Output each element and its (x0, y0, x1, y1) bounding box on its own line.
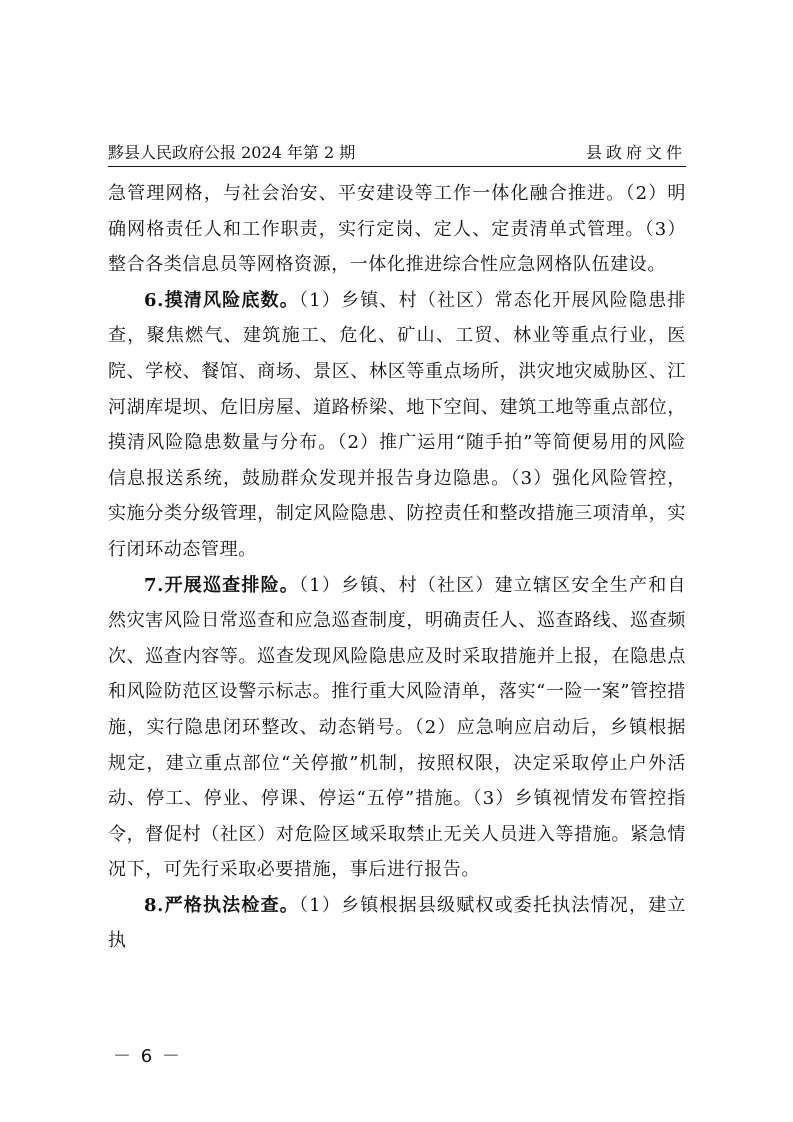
running-header (108, 140, 686, 164)
header-publication-title: 黟县人民政府公报 2024 年第 2 期 (108, 143, 356, 162)
paragraph-continuation (108, 176, 686, 283)
page-number: － 6 － (113, 1046, 182, 1067)
paragraph-item-6 (108, 283, 686, 568)
document-body (108, 176, 686, 959)
paragraph-item-7 (108, 568, 686, 888)
paragraph-text: （1）乡镇、村（社区）建立辖区安全生产和自然灾害风险日常巡查和应急巡查制度，明确责任人、巡查路线、巡查频次、巡查内容等。巡查发现风险隐患应及时采取措施并上报，在隐患点和风险防范区设警示标志。推行重大风险清单，落实“一险一案”管控措施，实行隐患闭环整改、动态销号。（2）应急响应启动后，乡镇根据规定，建立重点部位“关停撤”机制，按照权限，决定采取停止户外活动、停工、停业、停课、停运“五停”措施。（3）乡镇视情发布管控指令，督促村（社区）对危险区域采取禁止无关人员进入等措施。紧急情况下，可先行采取必要措施，事后进行报告。 (108, 574, 686, 881)
paragraph-heading: 8.严格执法检查。 (144, 894, 299, 916)
paragraph-heading: 6.摸清风险底数。 (144, 289, 299, 311)
paragraph-heading: 7.开展巡查排险。 (144, 574, 299, 596)
paragraph-text: （1）乡镇根据县级赋权或委托执法情况，建立执 (108, 894, 686, 952)
header-divider (108, 166, 686, 167)
paragraph-text: （1）乡镇、村（社区）常态化开展风险隐患排查，聚焦燃气、建筑施工、危化、矿山、工贸、林业等重点行业，医院、学校、餐馆、商场、景区、林区等重点场所，洪灾地灾威胁区、江河湖库堤坝、危旧房屋、道路桥梁、地下空间、建筑工地等重点部位，摸清风险隐患数量与分布。（2）推广运用“随手拍”等简便易用的风险信息报送系统，鼓励群众发现并报告身边隐患。（3）强化风险管控，实施分类分级管理，制定风险隐患、防控责任和整改措施三项清单，实行闭环动态管理。 (108, 289, 686, 560)
paragraph-text: 急管理网格，与社会治安、平安建设等工作一体化融合推进。（2）明确网格责任人和工作职责，实行定岗、定人、定责清单式管理。（3）整合各类信息员等网格资源，一体化推进综合性应急网格队伍建设。 (108, 183, 686, 276)
paragraph-item-8 (108, 888, 686, 959)
header-section-name: 县政府文件 (585, 143, 686, 162)
